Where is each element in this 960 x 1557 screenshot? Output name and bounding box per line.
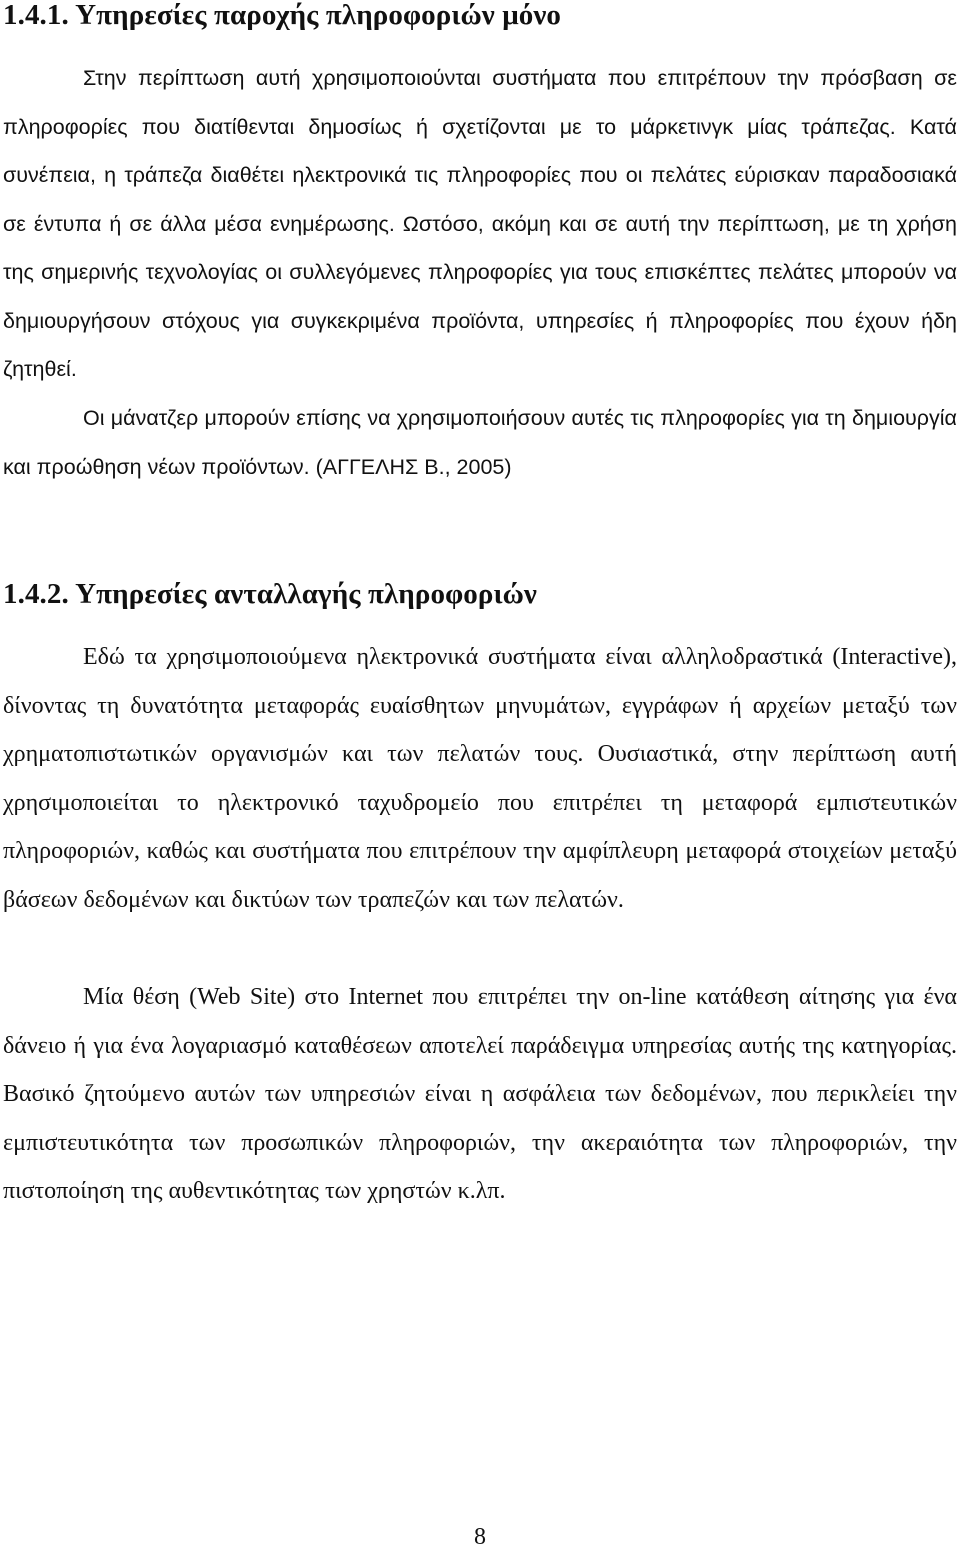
- paragraph-information-services-intro: Στην περίπτωση αυτή χρησιμοποιούνται συστήματα που επιτρέπουν την πρόσβαση σε πληροφορίες που διατίθενται δημοσίως ή σχετίζονται με το μάρκετινγκ μίας τράπεζας. Κατά συνέπεια, η τράπεζα διαθέτει ηλεκτρονικά τις πληροφορίες που οι πελάτες εύρισκαν παραδοσιακά σε έντυπα ή σε άλλα μέσα ενημέρωσης. Ωστόσο, ακόμη και σε αυτή την περίπτωση, με τη χρήση της σημερινής τεχνολογίας οι συλλεγόμενες πληροφορίες για τους επισκέπτες πελάτες μπορούν να δημιουργήσουν στόχους για συγκεκριμένα προϊόντα, υπηρεσίες ή πληροφορίες που έχουν ήδη ζητηθεί.: [3, 66, 957, 381]
- paragraph-managers-usage: Οι μάνατζερ μπορούν επίσης να χρησιμοποιήσουν αυτές τις πληροφορίες για τη δημιουργία και προώθηση νέων προϊόντων. (ΑΓΓΕΛΗΣ Β., 2005): [3, 406, 957, 479]
- section-heading-1-4-2: 1.4.2. Υπηρεσίες ανταλλαγής πληροφοριών: [3, 578, 537, 610]
- section-heading-1-4-1: 1.4.1. Υπηρεσίες παροχής πληροφοριών μόνο: [3, 0, 561, 31]
- paragraph-interactive-systems: Εδώ τα χρησιμοποιούμενα ηλεκτρονικά συστήματα είναι αλληλοδραστικά (Interactive), δίνοντας τη δυνατότητα μεταφοράς ευαίσθητων μηνυμάτων, εγγράφων ή αρχείων μεταξύ των χρηματοπιστωτικών οργανισμών και των πελατών τους. Ουσιαστικά, στην περίπτωση αυτή χρησιμοποιείται το ηλεκτρονικό ταχυδρομείο που επιτρέπει τη μεταφορά εμπιστευτικών πληροφοριών, καθώς και συστήματα που επιτρέπουν την αμφίπλευρη μεταφορά στοιχείων μεταξύ βάσεων δεδομένων και δικτύων των τραπεζών και των πελατών.: [3, 644, 957, 913]
- paragraph-web-site-example: Μία θέση (Web Site) στο Internet που επιτρέπει την on-line κατάθεση αίτησης για ένα δάνειο ή για ένα λογαριασμό καταθέσεων αποτελεί παράδειγμα υπηρεσίας αυτής της κατηγορίας. Βασικό ζητούμενο αυτών των υπηρεσιών είναι η ασφάλεια των δεδομένων, που περικλείει την εμπιστευτικότητα των προσωπικών πληροφοριών, την ακεραιότητα των πληροφοριών, την πιστοποίηση της αυθεντικότητας των χρηστών κ.λπ.: [3, 984, 957, 1205]
- page-number: 8: [474, 1524, 486, 1550]
